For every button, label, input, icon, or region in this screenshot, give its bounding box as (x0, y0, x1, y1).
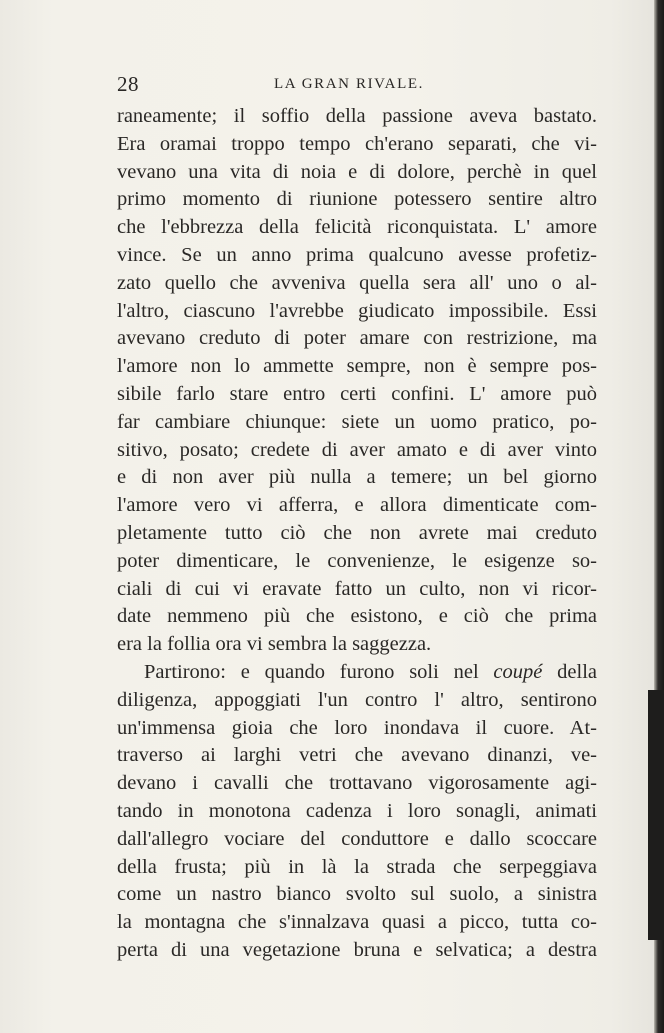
page-edge-tab (648, 690, 664, 940)
text-line: pletamente tutto ciò che non avrete mai creduto (117, 521, 597, 544)
paragraph-1 (117, 103, 597, 659)
text-line: un'immensa gioia che loro inondava il cuore. At- (117, 716, 597, 739)
text-span: della (542, 660, 597, 683)
text-line: la montagna che s'innalzava quasi a picco, tutta co- (117, 911, 597, 934)
text-line: l'amore non lo ammette sempre, non è sempre pos- (117, 355, 597, 378)
text-line: traverso ai larghi vetri che avevano dinanzi, ve- (117, 744, 597, 767)
page-number: 28 (117, 72, 139, 96)
body-text (117, 103, 597, 965)
paragraph-2 (117, 659, 597, 965)
text-line: sitivo, posato; credete di aver amato e di aver vinto (117, 438, 597, 461)
running-header (117, 72, 597, 96)
text-line: far cambiare chiunque: siete un uomo pratico, po- (117, 410, 597, 433)
text-line: l'altro, ciascuno l'avrebbe giudicato impossibile. Essi (117, 299, 597, 322)
text-span: Partirono: e quando furono soli nel (144, 660, 494, 683)
text-line: diligenza, appoggiati l'un contro l' altro, sentirono (117, 688, 597, 711)
text-line: Era oramai troppo tempo ch'erano separati, che vi- (117, 132, 597, 155)
text-line: della frusta; più in là la strada che serpeggiava (117, 855, 597, 878)
text-line: poter dimenticare, le convenienze, le esigenze so- (117, 549, 597, 572)
text-line: tando in monotona cadenza i loro sonagli, animati (117, 799, 597, 822)
text-line: l'amore vero vi afferra, e allora dimenticate com- (117, 494, 597, 517)
text-line: ciali di cui vi eravate fatto un culto, non vi ricor- (117, 577, 597, 600)
running-title: LA GRAN RIVALE. (274, 76, 424, 92)
italic-word: coupé (493, 660, 543, 683)
text-line: avevano creduto di poter amare con restrizione, ma (117, 327, 597, 350)
text-line: dall'allegro vociare del conduttore e dallo scoccare (117, 827, 597, 850)
text-line: vince. Se un anno prima qualcuno avesse profetiz- (117, 243, 597, 266)
text-line: perta di una vegetazione bruna e selvatica; a destra (117, 938, 597, 961)
text-line: come un nastro bianco svolto sul suolo, a sinistra (117, 883, 597, 906)
text-line: date nemmeno più che esistono, e ciò che prima (117, 605, 597, 628)
text-line: che l'ebbrezza della felicità riconquistata. L' amore (117, 216, 597, 239)
text-line (117, 659, 597, 687)
text-line: devano i cavalli che trottavano vigorosamente agi- (117, 772, 597, 795)
text-line: primo momento di riunione potessero sentire altro (117, 188, 597, 211)
text-line: era la follia ora vi sembra la saggezza. (117, 633, 432, 656)
text-line: e di non aver più nulla a temere; un bel giorno (117, 466, 597, 489)
text-line: zato quello che avveniva quella sera all' uno o al- (117, 271, 597, 294)
text-line: sibile farlo stare entro certi confini. L' amore può (117, 382, 597, 405)
text-line: raneamente; il soffio della passione aveva bastato. (117, 105, 597, 127)
text-line: vevano una vita di noia e di dolore, perchè in quel (117, 160, 597, 183)
